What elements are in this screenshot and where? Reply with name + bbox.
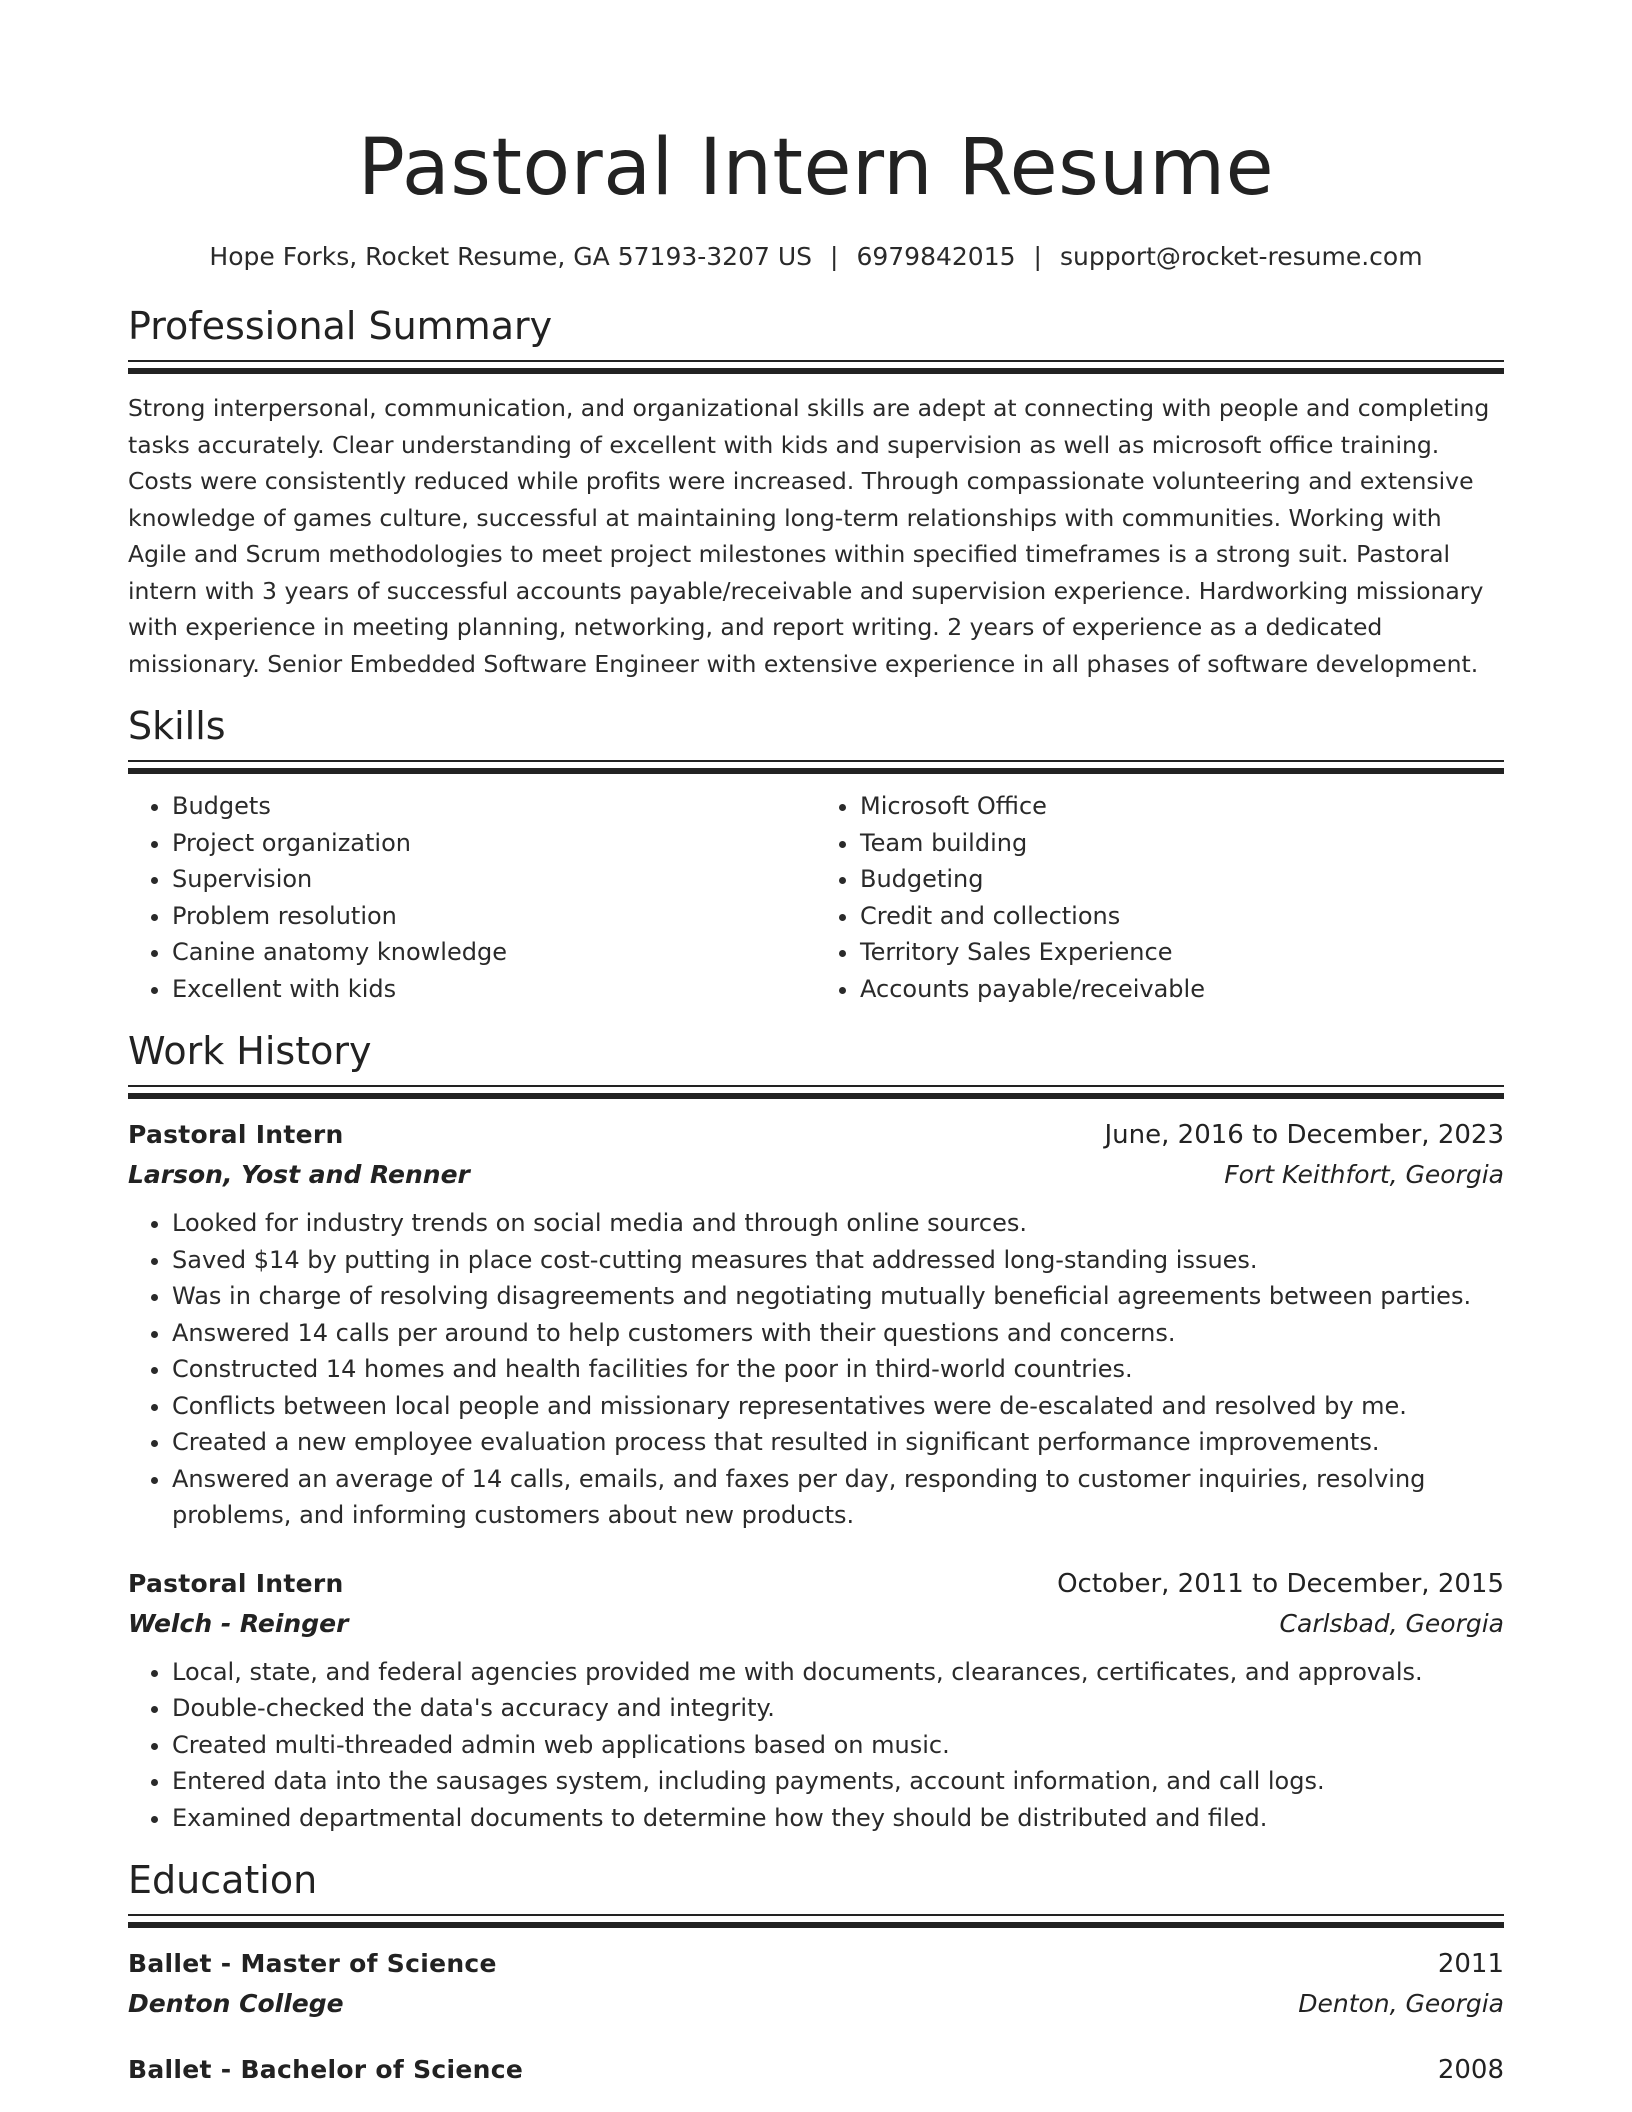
job-entry: [128, 1115, 1504, 1534]
education-section: [128, 1856, 1504, 2090]
job-bullets: [128, 1654, 1504, 1837]
skills-list-right: [816, 788, 1504, 1007]
job-title: Pastoral Intern: [128, 1568, 344, 1598]
job-bullet: • Looked for industry trends on social media and through online sources.: [172, 1205, 1504, 1242]
job-location: Fort Keithfort, Georgia: [1224, 1160, 1504, 1189]
contact-address: Hope Forks, Rocket Resume, GA 57193-3207 US: [209, 242, 813, 271]
education-year: 2011: [1437, 1949, 1504, 1979]
section-divider: [128, 760, 1504, 774]
job-bullet: • Examined departmental documents to determine how they should be distributed and filed.: [172, 1800, 1504, 1837]
job-company: Larson, Yost and Renner: [128, 1160, 470, 1189]
work-section: [128, 1027, 1504, 1836]
education-year: 2008: [1437, 2055, 1504, 2085]
section-divider: [128, 360, 1504, 374]
education-location: Denton, Georgia: [1298, 1989, 1504, 2018]
job-title: Pastoral Intern: [128, 1120, 344, 1149]
resume-title: Pastoral Intern Resume: [357, 123, 1275, 213]
skills-heading: Skills: [128, 704, 226, 748]
skill-item: • Credit and collections: [860, 898, 1504, 935]
work-heading: Work History: [128, 1029, 372, 1073]
job-location: Carlsbad, Georgia: [1279, 1608, 1504, 1638]
section-divider: [128, 1914, 1504, 1928]
skill-item: • Territory Sales Experience: [860, 934, 1504, 971]
job-bullet: • Was in charge of resolving disagreements and negotiating mutually beneficial agreements between parties.: [172, 1278, 1504, 1315]
skill-item: • Excellent with kids: [172, 971, 816, 1008]
contact-separator: |: [1033, 242, 1042, 271]
skill-item: • Project organization: [172, 825, 816, 862]
skill-item: • Supervision: [172, 861, 816, 898]
contact-separator: |: [830, 242, 839, 271]
job-company: Welch - Reinger: [128, 1608, 349, 1638]
contact-email: support@rocket-resume.com: [1059, 242, 1423, 271]
job-bullets: [128, 1205, 1504, 1534]
skill-item: • Problem resolution: [172, 898, 816, 935]
summary-text: Strong interpersonal, communication, and organizational skills are adept at connecting with people and completing tasks accurately. Clear understanding of excellent with kids and supervision as well as microsoft office training. Costs were consistently reduced while profits were increased. Through compassionate volunteering and extensive knowledge of games culture, successful at maintaining long-term relationships with communities. Working with Agile and Scrum methodologies to meet project milestones within specified timeframes is a strong suit. Pastoral intern with 3 years of successful accounts payable/receivable and supervision experience. Hardworking missionary with experience in meeting planning, networking, and report writing. 2 years of experience as a dedicated missionary. Senior Embedded Software Engineer with extensive experience in all phases of software development.: [128, 394, 1490, 678]
contact-line: [128, 240, 1504, 274]
skill-item: • Budgets: [172, 788, 816, 825]
section-divider: [128, 1085, 1504, 1099]
job-bullet: • Answered 14 calls per around to help customers with their questions and concerns.: [172, 1315, 1504, 1352]
job-bullet: • Constructed 14 homes and health facilities for the poor in third-world countries.: [172, 1351, 1504, 1388]
job-dates: June, 2016 to December, 2023: [1104, 1120, 1504, 1150]
skill-item: • Microsoft Office: [860, 788, 1504, 825]
education-degree: Ballet - Bachelor of Science: [128, 2055, 524, 2084]
education-degree: Ballet - Master of Science: [128, 1949, 497, 1978]
job-bullet: • Answered an average of 14 calls, emails, and faxes per day, responding to customer inquiries, resolving problems, and informing customers about new products.: [172, 1461, 1504, 1534]
job-bullet: • Conflicts between local people and missionary representatives were de-escalated and resolved by me.: [172, 1388, 1504, 1425]
job-bullet: • Saved $14 by putting in place cost-cutting measures that addressed long-standing issues.: [172, 1242, 1504, 1279]
contact-phone: 6979842015: [856, 242, 1016, 271]
skill-item: • Team building: [860, 825, 1504, 862]
education-entry: [128, 1944, 1504, 2024]
skills-columns: [128, 788, 1504, 1007]
education-school: Denton College: [128, 1989, 344, 2018]
job-dates: October, 2011 to December, 2015: [1057, 1568, 1504, 1599]
skill-item: • Budgeting: [860, 861, 1504, 898]
skill-item: • Canine anatomy knowledge: [172, 934, 816, 971]
job-bullet: • Created multi-threaded admin web applications based on music.: [172, 1727, 1504, 1764]
job-bullet: • Entered data into the sausages system, including payments, account information, and call logs.: [172, 1763, 1504, 1800]
summary-heading: Professional Summary: [128, 304, 553, 348]
job-bullet: • Local, state, and federal agencies provided me with documents, clearances, certificates, and approvals.: [172, 1654, 1504, 1691]
job-bullet: • Double-checked the data's accuracy and integrity.: [172, 1690, 1504, 1727]
education-heading: Education: [128, 1858, 318, 1902]
skills-list-left: [128, 788, 816, 1007]
skills-section: [128, 702, 1504, 1007]
skill-item: • Accounts payable/receivable: [860, 971, 1504, 1008]
job-bullet: • Created a new employee evaluation process that resulted in significant performance improvements.: [172, 1424, 1504, 1461]
summary-section: [128, 302, 1504, 682]
education-entry: [128, 2050, 1504, 2090]
job-entry: [128, 1564, 1504, 1837]
